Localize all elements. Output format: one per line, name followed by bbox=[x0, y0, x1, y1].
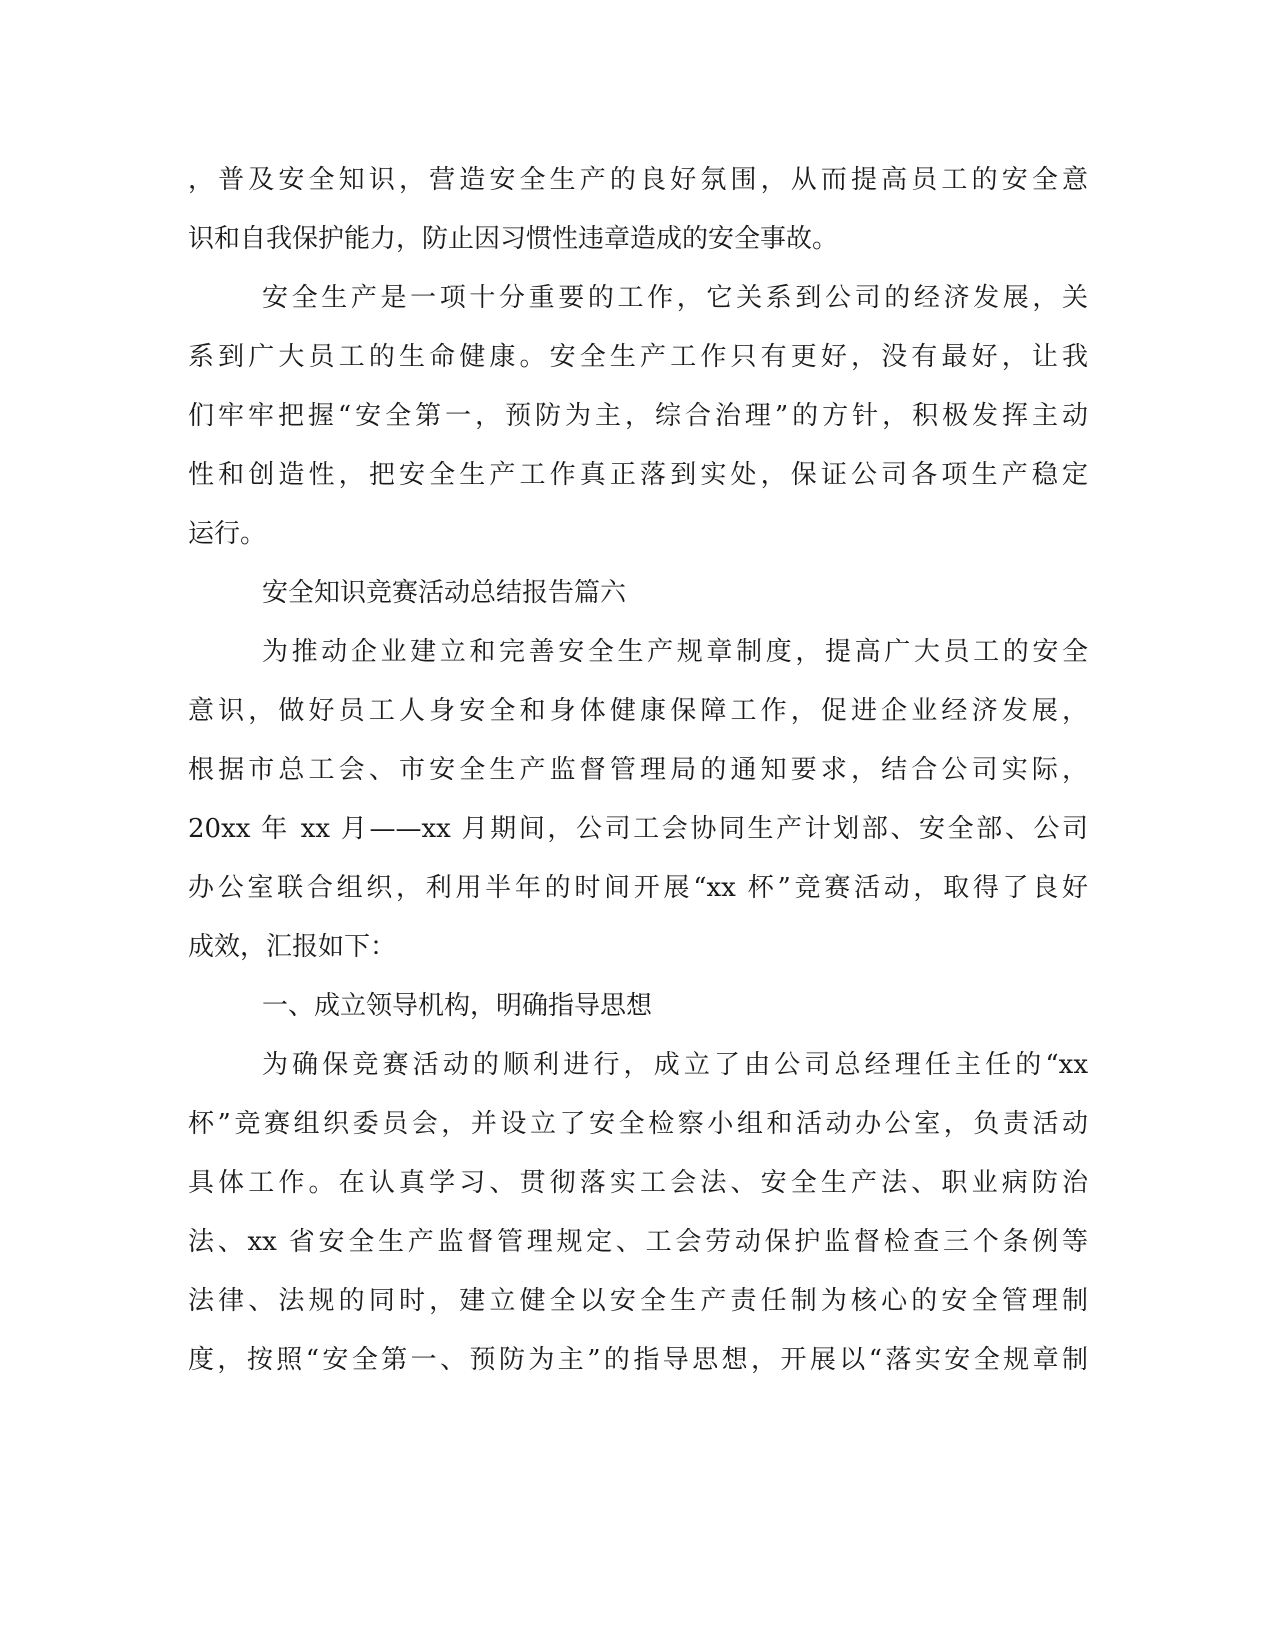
section-title: 安全知识竞赛活动总结报告篇六 bbox=[262, 578, 627, 608]
text-line: 识和自我保护能力，防止因习惯性违章造成的安全事故。 bbox=[188, 224, 839, 254]
paragraph-first-line: 安全生产是一项十分重要的工作，它关系到公司的经济发展，关 bbox=[262, 283, 1088, 313]
text-line: 们牢牢把握“安全第一，预防为主，综合治理”的方针，积极发挥主动 bbox=[188, 401, 1088, 431]
text-line: 系到广大员工的生命健康。安全生产工作只有更好，没有最好，让我 bbox=[188, 342, 1088, 372]
text-line: 性和创造性，把安全生产工作真正落到实处，保证公司各项生产稳定 bbox=[188, 460, 1088, 490]
text-line: 办公室联合组织，利用半年的时间开展“xx 杯”竞赛活动，取得了良好 bbox=[188, 873, 1088, 903]
text-line: 杯”竞赛组织委员会，并设立了安全检察小组和活动办公室，负责活动 bbox=[188, 1109, 1088, 1139]
text-line: 度，按照“安全第一、预防为主”的指导思想，开展以“落实安全规章制 bbox=[188, 1345, 1088, 1375]
section-heading: 一、成立领导机构，明确指导思想 bbox=[262, 991, 653, 1021]
text-line: 具体工作。在认真学习、贯彻落实工会法、安全生产法、职业病防治 bbox=[188, 1168, 1088, 1198]
text-line: 运行。 bbox=[188, 519, 267, 549]
text-line: ，普及安全知识，营造安全生产的良好氛围，从而提高员工的安全意 bbox=[188, 165, 1088, 195]
text-line: 根据市总工会、市安全生产监督管理局的通知要求，结合公司实际， bbox=[188, 755, 1088, 785]
paragraph-first-line: 为确保竞赛活动的顺利进行，成立了由公司总经理任主任的“xx bbox=[262, 1050, 1088, 1080]
text-line: 法律、法规的同时，建立健全以安全生产责任制为核心的安全管理制 bbox=[188, 1286, 1088, 1316]
text-line: 意识，做好员工人身安全和身体健康保障工作，促进企业经济发展， bbox=[188, 696, 1088, 726]
text-line: 法、xx 省安全生产监督管理规定、工会劳动保护监督检查三个条例等 bbox=[188, 1227, 1088, 1257]
paragraph-first-line: 为推动企业建立和完善安全生产规章制度，提高广大员工的安全 bbox=[262, 637, 1088, 667]
text-line: 成效，汇报如下： bbox=[188, 932, 397, 962]
text-line: 20xx 年 xx 月——xx 月期间，公司工会协同生产计划部、安全部、公司 bbox=[188, 814, 1088, 844]
